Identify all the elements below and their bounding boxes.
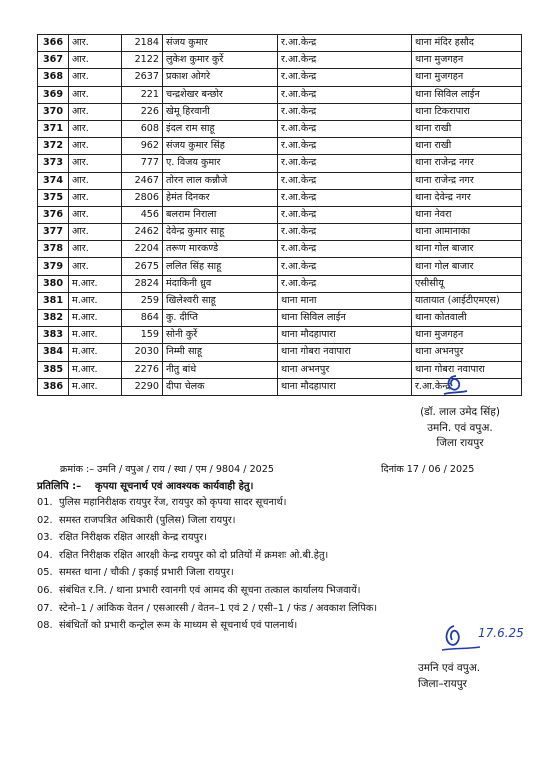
rank-cell: आर. [69, 172, 122, 189]
list-item-number: 07. [37, 602, 53, 614]
list-item-text: समस्त थाना / चौकी / इकाई प्रभारी जिला रायपुर। [59, 567, 234, 579]
signatory-name: (डॉ. लाल उमेद सिंह) [420, 406, 500, 418]
badge-number-cell: 2030 [122, 344, 163, 361]
serial-number-cell: 372 [38, 138, 69, 155]
from-location-cell: र.आ.केन्द्र [278, 120, 412, 137]
serial-number-cell: 380 [38, 275, 69, 292]
rank-cell: आर. [69, 241, 122, 258]
badge-number-cell: 608 [122, 120, 163, 137]
to-location-cell: थाना गोल बाजार [412, 241, 522, 258]
rank-cell: आर. [69, 52, 122, 69]
rank-cell: आर. [69, 103, 122, 120]
name-cell: बलराम निराला [163, 206, 278, 223]
to-location-cell: थाना राजेन्द्र नगर [412, 172, 522, 189]
serial-number-cell: 375 [38, 189, 69, 206]
table-row [38, 206, 522, 223]
badge-number-cell: 2184 [122, 35, 163, 52]
rank-cell: म.आर. [69, 327, 122, 344]
list-item [37, 512, 537, 530]
badge-number-cell: 221 [122, 86, 163, 103]
serial-number-cell: 386 [38, 378, 69, 395]
serial-number-cell: 371 [38, 120, 69, 137]
from-location-cell: थाना सिविल लाईन [278, 310, 412, 327]
badge-number-cell: 2675 [122, 258, 163, 275]
name-cell: देवेन्द्र कुमार साहू [163, 224, 278, 241]
to-location-cell: थाना मंदिर हसौद [412, 35, 522, 52]
serial-number-cell: 383 [38, 327, 69, 344]
badge-number-cell: 2276 [122, 361, 163, 378]
list-item [37, 600, 537, 618]
from-location-cell: र.आ.केन्द्र [278, 103, 412, 120]
badge-number-cell: 2290 [122, 378, 163, 395]
from-location-cell: थाना मौदहापारा [278, 378, 412, 395]
name-cell: खेमू हिरवानी [163, 103, 278, 120]
serial-number-cell: 369 [38, 86, 69, 103]
name-cell: ललित सिंह साहू [163, 258, 278, 275]
from-location-cell: र.आ.केन्द्र [278, 275, 412, 292]
table-row [38, 172, 522, 189]
name-cell: कु. दीप्ति [163, 310, 278, 327]
from-location-cell: र.आ.केन्द्र [278, 241, 412, 258]
serial-number-cell: 376 [38, 206, 69, 223]
to-location-cell: थाना गोबरा नवापारा [412, 361, 522, 378]
from-location-cell: र.आ.केन्द्र [278, 35, 412, 52]
rank-cell: आर. [69, 155, 122, 172]
list-item-text: स्टेनो–1 / आंकिक वेतन / एसआरसी / वेतन–1 एवं 2 / एसी–1 / फंड / अवकाश लिपिक। [59, 602, 378, 614]
list-item [37, 564, 537, 582]
from-location-cell: र.आ.केन्द्र [278, 69, 412, 86]
from-location-cell: थाना मौदहापारा [278, 327, 412, 344]
table-row [38, 86, 522, 103]
badge-number-cell: 2637 [122, 69, 163, 86]
transfer-table-body [38, 35, 522, 396]
copy-recipient-list [37, 494, 537, 635]
rank-cell: म.आर. [69, 344, 122, 361]
list-item-text: समस्त राजपत्रित अधिकारी (पुलिस) जिला रायपुर। [59, 514, 236, 526]
table-row [38, 292, 522, 309]
to-location-cell: थाना देवेन्द्र नगर [412, 189, 522, 206]
order-date: दिनांक 17 / 06 / 2025 [381, 464, 475, 475]
table-row [38, 120, 522, 137]
name-cell: नीतु बांधे [163, 361, 278, 378]
name-cell: संजय कुमार [163, 35, 278, 52]
signature-block-2 [418, 660, 538, 692]
list-item [37, 494, 537, 512]
from-location-cell: र.आ.केन्द्र [278, 206, 412, 223]
badge-number-cell: 2806 [122, 189, 163, 206]
rank-cell: आर. [69, 69, 122, 86]
rank-cell: म.आर. [69, 310, 122, 327]
list-item [37, 582, 537, 600]
from-location-cell: थाना गोबरा नवापारा [278, 344, 412, 361]
name-cell: प्रकाश ओगरे [163, 69, 278, 86]
from-location-cell: र.आ.केन्द्र [278, 155, 412, 172]
name-cell: लुकेश कुमार कुर्रे [163, 52, 278, 69]
to-location-cell: थाना आमानाका [412, 224, 522, 241]
list-item-number: 06. [37, 584, 53, 596]
copy-heading [37, 478, 253, 492]
to-location-cell: थाना मुजगहन [412, 69, 522, 86]
copy-label: प्रतिलिपि :– [37, 481, 82, 492]
serial-number-cell: 374 [38, 172, 69, 189]
name-cell: हेमंत दिनकर [163, 189, 278, 206]
to-location-cell: एसीसीयू [412, 275, 522, 292]
serial-number-cell: 366 [38, 35, 69, 52]
to-location-cell: थाना राखी [412, 120, 522, 137]
rank-cell: आर. [69, 258, 122, 275]
serial-number-cell: 382 [38, 310, 69, 327]
badge-number-cell: 777 [122, 155, 163, 172]
table-row [38, 224, 522, 241]
serial-number-cell: 377 [38, 224, 69, 241]
list-item-text: संबंधितों को प्रभारी कन्ट्रोल रूम के माध्यम से सूचनार्थ एवं पालनार्थ। [59, 620, 298, 632]
to-location-cell: थाना गोल बाजार [412, 258, 522, 275]
from-location-cell: र.आ.केन्द्र [278, 189, 412, 206]
table-row [38, 310, 522, 327]
signatory-designation-2: उमनि एवं वपुअ. [418, 662, 481, 674]
name-cell: खिलेश्वरी साहू [163, 292, 278, 309]
list-item [37, 547, 537, 565]
list-item-number: 02. [37, 514, 53, 526]
to-location-cell: यातायात (आईटीएमएस) [412, 292, 522, 309]
badge-number-cell: 259 [122, 292, 163, 309]
from-location-cell: थाना माना [278, 292, 412, 309]
rank-cell: म.आर. [69, 378, 122, 395]
table-row [38, 35, 522, 52]
list-item-number: 01. [37, 497, 53, 508]
name-cell: सोनी कुर्रे [163, 327, 278, 344]
name-cell: दीपा चेलक [163, 378, 278, 395]
transfer-table [37, 34, 522, 396]
serial-number-cell: 368 [38, 69, 69, 86]
name-cell: संजय कुमार सिंह [163, 138, 278, 155]
list-item-text: संबंधित र.नि. / थाना प्रभारी रवानगी एवं आमद की सूचना तत्काल कार्यालय भिजवायें। [59, 584, 361, 596]
rank-cell: म.आर. [69, 361, 122, 378]
from-location-cell: थाना अभनपुर [278, 361, 412, 378]
signature-mark-1 [440, 372, 470, 400]
from-location-cell: र.आ.केन्द्र [278, 172, 412, 189]
badge-number-cell: 2467 [122, 172, 163, 189]
list-item-number: 08. [37, 620, 53, 632]
to-location-cell: थाना सिविल लाईन [412, 86, 522, 103]
order-number: क्रमांक :– उमनि / वपुअ / राय / स्था / एम / 9804 / 2025 [60, 464, 274, 475]
badge-number-cell: 159 [122, 327, 163, 344]
badge-number-cell: 2122 [122, 52, 163, 69]
badge-number-cell: 2462 [122, 224, 163, 241]
from-location-cell: र.आ.केन्द्र [278, 258, 412, 275]
name-cell: इंदल राम साहू [163, 120, 278, 137]
serial-number-cell: 378 [38, 241, 69, 258]
table-row [38, 327, 522, 344]
signatory-district: जिला रायपुर [436, 437, 484, 449]
list-item-number: 03. [37, 532, 53, 544]
to-location-cell: र.आ.केन्द्र [412, 378, 522, 395]
table-row [38, 189, 522, 206]
name-cell: तोरन लाल कन्नौजे [163, 172, 278, 189]
list-item-text: रक्षित निरीक्षक रक्षित आरक्षी केन्द्र रायपुर को दो प्रतियों में क्रमशः ओ.बी.हेतु। [59, 549, 329, 561]
serial-number-cell: 381 [38, 292, 69, 309]
list-item [37, 529, 537, 547]
signature-block-1 [390, 405, 530, 452]
serial-number-cell: 370 [38, 103, 69, 120]
to-location-cell: थाना राजेन्द्र नगर [412, 155, 522, 172]
signature-date-note: 17.6.25 [478, 626, 524, 640]
badge-number-cell: 456 [122, 206, 163, 223]
to-location-cell: थाना मुजगहन [412, 327, 522, 344]
table-row [38, 275, 522, 292]
table-row [38, 103, 522, 120]
table-row [38, 344, 522, 361]
rank-cell: आर. [69, 224, 122, 241]
rank-cell: आर. [69, 189, 122, 206]
to-location-cell: थाना टिकरापारा [412, 103, 522, 120]
from-location-cell: र.आ.केन्द्र [278, 224, 412, 241]
badge-number-cell: 2824 [122, 275, 163, 292]
table-row [38, 241, 522, 258]
signatory-designation: उमनि. एवं वपुअ. [427, 421, 493, 434]
rank-cell: आर. [69, 86, 122, 103]
to-location-cell: थाना मुजगहन [412, 52, 522, 69]
badge-number-cell: 226 [122, 103, 163, 120]
badge-number-cell: 962 [122, 138, 163, 155]
list-item-number: 04. [37, 549, 53, 561]
list-item-number: 05. [37, 567, 53, 579]
rank-cell: आर. [69, 120, 122, 137]
rank-cell: आर. [69, 206, 122, 223]
to-location-cell: थाना नेवरा [412, 206, 522, 223]
name-cell: तरूण मारकण्डे [163, 241, 278, 258]
rank-cell: म.आर. [69, 292, 122, 309]
serial-number-cell: 373 [38, 155, 69, 172]
from-location-cell: र.आ.केन्द्र [278, 138, 412, 155]
table-row [38, 52, 522, 69]
copy-purpose: कृपया सूचनार्थ एवं आवश्यक कार्यवाही हेतु। [95, 481, 254, 492]
serial-number-cell: 379 [38, 258, 69, 275]
list-item-text: पुलिस महानिरीक्षक रायपुर रेंज, रायपुर को कृपया सादर सूचनार्थ। [59, 497, 287, 508]
name-cell: मंदाकिनी ध्रुव [163, 275, 278, 292]
to-location-cell: थाना अभनपुर [412, 344, 522, 361]
table-row [38, 138, 522, 155]
table-row [38, 69, 522, 86]
to-location-cell: थाना कोतवाली [412, 310, 522, 327]
name-cell: ए. विजय कुमार [163, 155, 278, 172]
badge-number-cell: 864 [122, 310, 163, 327]
name-cell: निम्मी साहू [163, 344, 278, 361]
name-cell: चन्द्रशेखर बन्छोर [163, 86, 278, 103]
from-location-cell: र.आ.केन्द्र [278, 86, 412, 103]
table-row [38, 258, 522, 275]
from-location-cell: र.आ.केन्द्र [278, 52, 412, 69]
signatory-district-2: जिला–रायपुर [418, 678, 467, 690]
serial-number-cell: 367 [38, 52, 69, 69]
list-item-text: रक्षित निरीक्षक रक्षित आरक्षी केन्द्र रायपुर। [59, 532, 207, 544]
rank-cell: आर. [69, 35, 122, 52]
table-row [38, 155, 522, 172]
serial-number-cell: 385 [38, 361, 69, 378]
rank-cell: म.आर. [69, 275, 122, 292]
serial-number-cell: 384 [38, 344, 69, 361]
rank-cell: आर. [69, 138, 122, 155]
to-location-cell: थाना राखी [412, 138, 522, 155]
badge-number-cell: 2204 [122, 241, 163, 258]
